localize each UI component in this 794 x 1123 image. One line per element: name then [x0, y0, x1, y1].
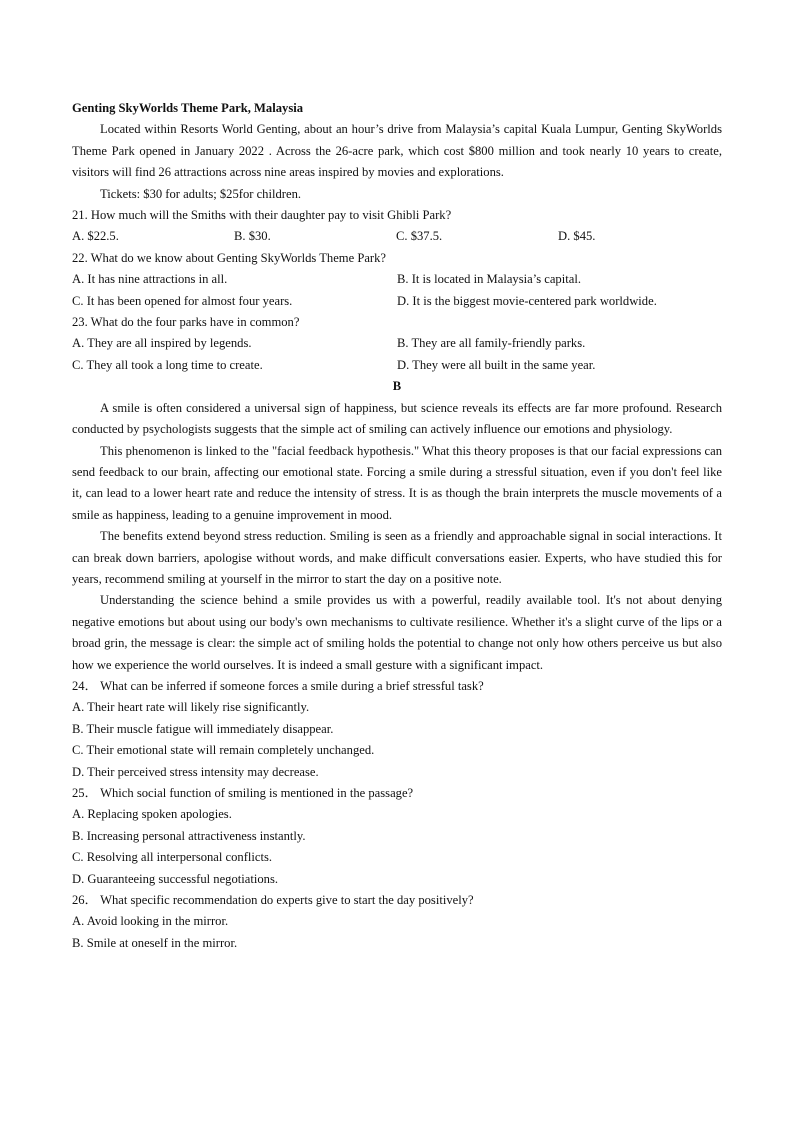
passage-title: Genting SkyWorlds Theme Park, Malaysia — [72, 101, 304, 115]
option-b: B. Increasing personal attractiveness instantly. — [72, 828, 306, 843]
option-c: C. Resolving all interpersonal conflicts. — [72, 850, 273, 865]
question-24: 24． What can be inferred if someone forces a smile during a brief stressful task? — [72, 678, 484, 693]
passage-b-paragraph-2: This phenomenon is linked to the "facial feedback hypothesis." What this theory proposes is that our facial expressions can send feedback to our brain, affecting our emotional state. Forcing a smile during a stressful situation, even if you don't feel like it, can lead to a lower heart rate and reduce the intensity of stress. It is as though the brain interprets the muscle movements of a smile as happiness, leading to a genuine improvement in mood. — [72, 443, 722, 522]
option-b: B. They are all family-friendly parks. — [397, 336, 586, 351]
option-c: C. Their emotional state will remain completely unchanged. — [72, 743, 375, 758]
question-26: 26． What specific recommendation do experts give to start the day positively? — [72, 893, 474, 908]
option-c: C. They all took a long time to create. — [72, 357, 263, 372]
option-d: D. $45. — [558, 229, 596, 244]
question-23-options-row-1 — [72, 333, 722, 354]
option-d: D. It is the biggest movie-centered park worldwide. — [397, 293, 657, 308]
question-21-options — [72, 226, 722, 247]
option-d: D. They were all built in the same year. — [397, 357, 596, 372]
passage-b-paragraph-3: The benefits extend beyond stress reduction. Smiling is seen as a friendly and approachable signal in social interactions. It can break down barriers, apologise without words, and make difficult conversations easier. Experts, who have studied this for years, recommend smiling at yourself in the mirror to start the day on a positive note. — [72, 529, 722, 586]
question-22-options-row-2 — [72, 291, 722, 312]
option-a: A. They are all inspired by legends. — [72, 336, 252, 351]
option-a: A. Their heart rate will likely rise significantly. — [72, 700, 310, 715]
section-heading-b: B — [392, 379, 402, 394]
question-23-options-row-2 — [72, 355, 722, 376]
option-b: B. Smile at oneself in the mirror. — [72, 935, 238, 950]
option-c: C. $37.5. — [396, 229, 443, 244]
question-25: 25． Which social function of smiling is mentioned in the passage? — [72, 786, 414, 800]
option-d: D. Their perceived stress intensity may decrease. — [72, 764, 319, 779]
option-a: A. Avoid looking in the mirror. — [72, 914, 229, 929]
option-b: B. Their muscle fatigue will immediately disappear. — [72, 721, 334, 736]
exam-page — [72, 98, 722, 954]
passage-b-paragraph-4: Understanding the science behind a smile provides us with a powerful, readily available tool. It's not about denying negative emotions but about using our body's own mechanisms to cultivate resilience. Whether it's a slight curve of the lips or a broad grin, the message is clear: the simple act of smiling holds the potential to change not only how others perceive us but also how we experience the world ourselves. It is indeed a small gesture with a significant impact. — [72, 593, 722, 672]
passage-paragraph: Located within Resorts World Genting, about an hour’s drive from Malaysia’s capital Kuala Lumpur, Genting SkyWorlds Theme Park opened in January 2022 . Across the 26-acre park, which cost $800 million and took nearly 10 years to create, visitors will find 26 attractions across nine areas inspired by movies and explorations. — [72, 122, 722, 180]
question-22-options-row-1 — [72, 269, 722, 290]
option-c: C. It has been opened for almost four years. — [72, 293, 293, 308]
option-a: A. $22.5. — [72, 229, 119, 244]
ticket-prices: Tickets: $30 for adults; $25for children. — [100, 186, 302, 201]
option-d: D. Guaranteeing successful negotiations. — [72, 871, 278, 886]
option-b: B. $30. — [234, 229, 271, 244]
question-22: 22. What do we know about Genting SkyWorlds Theme Park? — [72, 250, 387, 265]
option-a: A. It has nine attractions in all. — [72, 272, 228, 287]
question-21: 21. How much will the Smiths with their daughter pay to visit Ghibli Park? — [72, 208, 452, 223]
passage-b-paragraph-1: A smile is often considered a universal sign of happiness, but science reveals its effects are far more profound. Research conducted by psychologists suggests that the simple act of smiling can actively influence our emotions and physiology. — [72, 400, 722, 437]
option-a: A. Replacing spoken apologies. — [72, 807, 232, 822]
option-b: B. It is located in Malaysia’s capital. — [397, 272, 581, 287]
question-23: 23. What do the four parks have in common? — [72, 315, 300, 330]
